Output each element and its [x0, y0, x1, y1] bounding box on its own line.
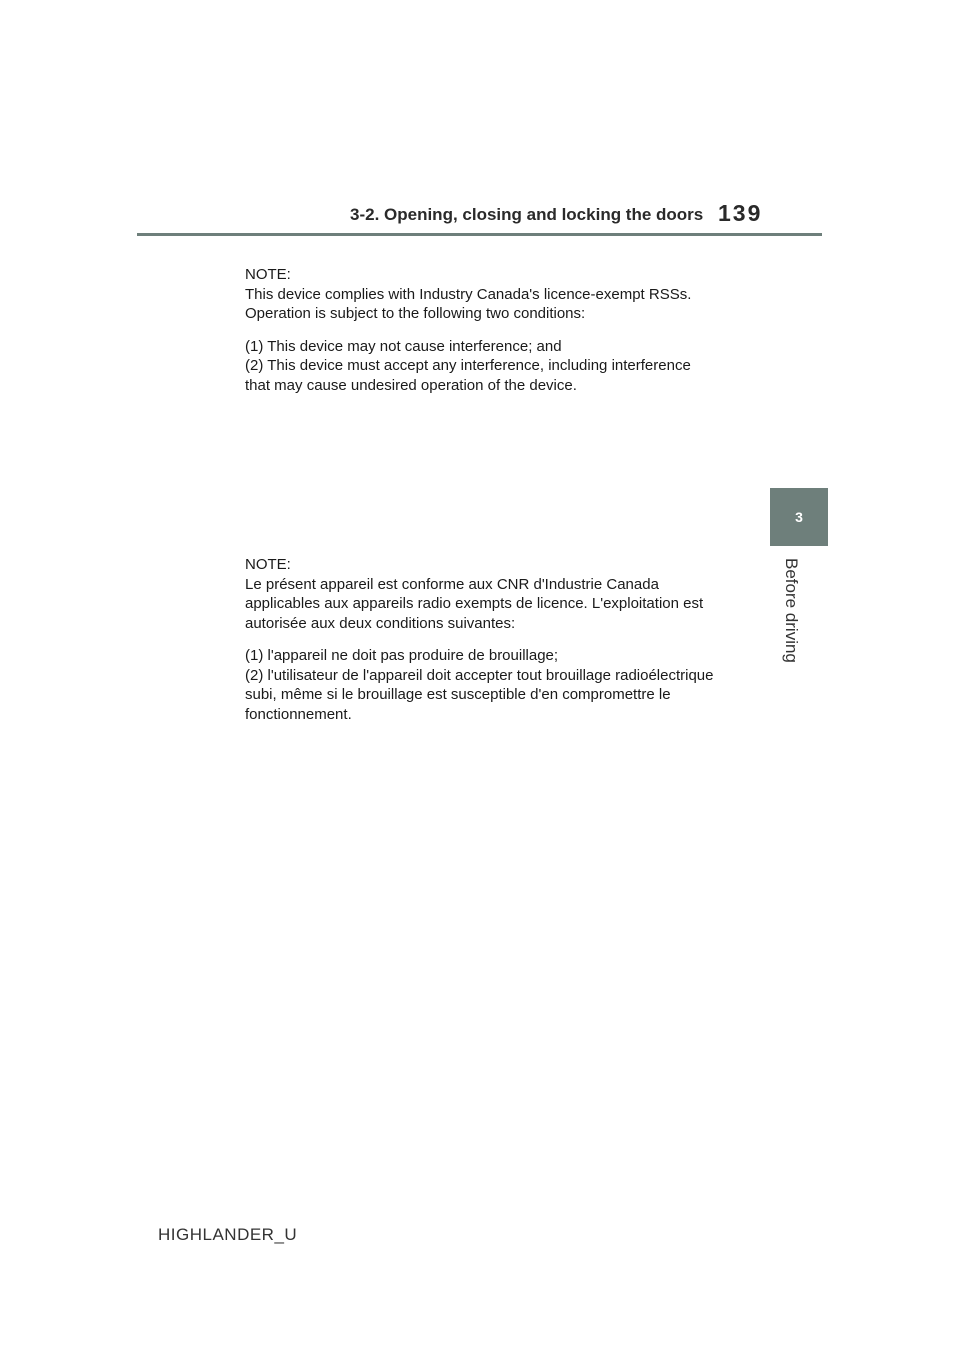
paragraph-gap: [245, 633, 745, 646]
note-line: subi, même si le brouillage est susceptible d'en compromettre le: [245, 686, 671, 703]
note-line: Le présent appareil est conforme aux CNR d'Industrie Canada: [245, 575, 659, 593]
note-english: [245, 265, 745, 395]
note-line: (1) This device may not cause interference; and: [245, 337, 562, 355]
note-line: fonctionnement.: [245, 705, 352, 723]
paragraph-gap: [245, 324, 745, 337]
chapter-tab: [770, 488, 828, 546]
chapter-number: 3: [795, 509, 803, 525]
chapter-name: Before driving: [782, 558, 801, 663]
header-divider: [137, 233, 822, 236]
note-line: (1) l'appareil ne doit pas produire de brouillage;: [245, 647, 559, 664]
page-number: 139: [718, 200, 763, 226]
note-heading: NOTE:: [245, 556, 291, 573]
note-line: (2) l'utilisateur de l'appareil doit accepter tout brouillage radioélectrique: [245, 666, 714, 684]
note-line: Operation is subject to the following two conditions:: [245, 305, 586, 322]
footer-model: HIGHLANDER_U: [158, 1225, 298, 1244]
note-line: that may cause undesired operation of the device.: [245, 376, 577, 394]
note-french: [245, 555, 745, 724]
note-heading: NOTE:: [245, 266, 291, 283]
note-line: autorisée aux deux conditions suivantes:: [245, 614, 516, 632]
note-line: (2) This device must accept any interference, including interference: [245, 357, 691, 374]
note-line: applicables aux appareils radio exempts de licence. L'exploitation est: [245, 595, 704, 612]
note-line: This device complies with Industry Canada's licence-exempt RSSs.: [245, 285, 692, 303]
section-title: 3-2. Opening, closing and locking the doors: [350, 205, 704, 224]
